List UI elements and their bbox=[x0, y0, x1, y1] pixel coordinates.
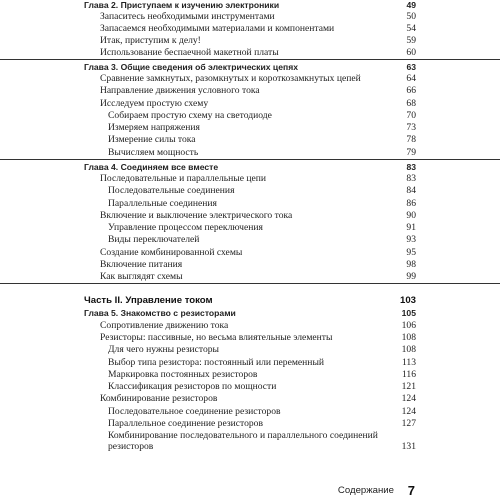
toc-entry bbox=[0, 332, 500, 344]
toc-entry-page: 90 bbox=[406, 210, 416, 221]
toc-entry bbox=[0, 234, 500, 246]
toc-entry-title: Глава 5. Знакомство с резисторами bbox=[84, 308, 236, 318]
toc-entry-page: 124 bbox=[401, 393, 416, 404]
toc-entry-page: 83 bbox=[406, 162, 416, 172]
footer-page-number: 7 bbox=[407, 483, 415, 498]
toc-entry bbox=[0, 35, 500, 47]
toc-entry-page: 108 bbox=[401, 332, 416, 343]
toc-entry-title: Итак, приступим к делу! bbox=[100, 35, 201, 46]
toc-entry-title: Последовательные и параллельные цепи bbox=[100, 173, 267, 184]
toc-entry-page: 108 bbox=[401, 344, 416, 355]
toc-entry bbox=[0, 210, 500, 222]
toc-entry bbox=[0, 247, 500, 259]
toc-chapter-entry bbox=[0, 0, 500, 11]
toc-entry-title: Включение и выключение электрического тока bbox=[100, 210, 293, 221]
toc-entry-title: Параллельные соединения bbox=[108, 198, 217, 209]
toc-chapter-entry bbox=[0, 61, 500, 73]
toc-entry bbox=[0, 344, 500, 356]
toc-entry bbox=[0, 98, 500, 110]
toc-entry bbox=[0, 259, 500, 271]
toc-entry bbox=[0, 47, 500, 60]
toc-entry-page: 105 bbox=[401, 308, 416, 318]
toc-entry-page: 116 bbox=[401, 369, 416, 380]
toc-entry-title: Измерение силы тока bbox=[108, 134, 196, 145]
toc-entry bbox=[0, 222, 500, 234]
toc-entry-page: 66 bbox=[406, 85, 416, 96]
toc-entry-page: 91 bbox=[406, 222, 416, 233]
toc-entry bbox=[0, 134, 500, 146]
toc-entry-title: Резисторы: пассивные, но весьма влиятельные элементы bbox=[100, 332, 333, 343]
toc-entry bbox=[0, 320, 500, 332]
toc-entry-page: 54 bbox=[406, 23, 416, 34]
toc-entry-page: 113 bbox=[401, 357, 416, 368]
toc-entry-page: 93 bbox=[406, 234, 416, 245]
toc-entry-page: 83 bbox=[406, 173, 416, 184]
toc-entry-title: Направление движения условного тока bbox=[100, 85, 260, 96]
toc-entry-page: 64 bbox=[406, 73, 416, 84]
toc-entry-page: 50 bbox=[406, 11, 416, 22]
toc-entry-title: Выбор типа резистора: постоянный или переменный bbox=[108, 357, 325, 368]
toc-entry-page: 73 bbox=[406, 122, 416, 133]
toc-entry bbox=[0, 418, 500, 430]
toc-entry-page: 84 bbox=[406, 185, 416, 196]
toc-entry-title: Параллельное соединение резисторов bbox=[108, 418, 264, 429]
footer-section-label: Содержание bbox=[337, 485, 394, 496]
toc-entry-title: Запаситесь необходимыми инструментами bbox=[100, 11, 275, 22]
toc-entry bbox=[0, 357, 500, 369]
toc-entry-page: 68 bbox=[406, 98, 416, 109]
toc-entry-page: 103 bbox=[399, 295, 416, 306]
toc-entry-page: 60 bbox=[406, 47, 416, 58]
toc-entry-title: Последовательные соединения bbox=[108, 185, 235, 196]
toc-entry bbox=[0, 173, 500, 185]
toc-entry-title: Часть II. Управление током bbox=[84, 295, 213, 306]
toc-entry-title: Использование беспаечной макетной платы bbox=[100, 47, 279, 58]
toc-entry-title: Глава 2. Приступаем к изучению электроники bbox=[84, 0, 280, 10]
toc-entry-title: Создание комбинированной схемы bbox=[100, 247, 243, 258]
toc-entry-title: Управление процессом переключения bbox=[108, 222, 263, 233]
toc-entry bbox=[0, 11, 500, 23]
toc-entry-page: 78 bbox=[406, 134, 416, 145]
toc-entry-title: Сравнение замкнутых, разомкнутых и короткозамкнутых цепей bbox=[100, 73, 361, 84]
toc-entry-title: Вычисляем мощность bbox=[108, 147, 199, 158]
toc-entry-page: 121 bbox=[401, 381, 416, 392]
toc-entry-page: 49 bbox=[406, 0, 416, 10]
toc-entry bbox=[0, 147, 500, 160]
toc-entry-page: 63 bbox=[406, 62, 416, 72]
toc-entry bbox=[0, 110, 500, 122]
toc-entry bbox=[0, 73, 500, 85]
toc-part-entry bbox=[0, 295, 500, 307]
toc-entry bbox=[0, 406, 500, 418]
page-footer bbox=[0, 483, 500, 499]
toc-entry-title: Маркировка постоянных резисторов bbox=[108, 369, 258, 380]
toc-entry-title: Включение питания bbox=[100, 259, 183, 270]
toc-chapter-entry bbox=[0, 161, 500, 173]
toc-entry-page: 79 bbox=[406, 147, 416, 158]
toc-entry-page: 106 bbox=[401, 320, 416, 331]
toc-entry bbox=[0, 369, 500, 381]
toc-entry-page: 131 bbox=[401, 441, 416, 452]
toc-entry bbox=[0, 381, 500, 393]
toc-entry-title: Запасаемся необходимыми материалами и компонентами bbox=[100, 23, 335, 34]
toc-entry-page: 70 bbox=[406, 110, 416, 121]
toc-entry bbox=[0, 23, 500, 35]
toc-entry-title: Как выглядят схемы bbox=[100, 271, 183, 282]
toc-entry-page: 86 bbox=[406, 198, 416, 209]
toc-entry-page: 98 bbox=[406, 259, 416, 270]
toc-entry-title: Для чего нужны резисторы bbox=[108, 344, 219, 355]
toc-entry-title: Виды переключателей bbox=[108, 234, 200, 245]
toc-entry-title: Сопротивление движению тока bbox=[100, 320, 229, 331]
toc-entry-page: 124 bbox=[401, 406, 416, 417]
toc-entry bbox=[0, 198, 500, 210]
toc-entry bbox=[0, 185, 500, 197]
toc-entry bbox=[0, 271, 500, 284]
toc-entry-title: Глава 4. Соединяем все вместе bbox=[84, 162, 219, 172]
toc-entry-title: Глава 3. Общие сведения об электрических цепях bbox=[84, 62, 298, 72]
toc-entry-title: Комбинирование последовательного и параллельного соединений bbox=[108, 430, 378, 441]
toc-entry-title: резисторов bbox=[108, 441, 154, 452]
toc-entry-page: 59 bbox=[406, 35, 416, 46]
toc-entry-title: Классификация резисторов по мощности bbox=[108, 381, 277, 392]
toc-entry-title: Исследуем простую схему bbox=[100, 98, 209, 109]
toc-entry-title: Комбинирование резисторов bbox=[100, 393, 218, 404]
toc-entry-page: 99 bbox=[406, 271, 416, 282]
toc-entry-page: 95 bbox=[406, 247, 416, 258]
toc-entry-title: Последовательное соединение резисторов bbox=[108, 406, 281, 417]
toc-entry bbox=[0, 122, 500, 134]
toc-entry-title: Собираем простую схему на светодиоде bbox=[108, 110, 272, 121]
toc-entry-page: 127 bbox=[401, 418, 416, 429]
toc-entry bbox=[0, 441, 500, 453]
toc-entry-title: Измеряем напряжения bbox=[108, 122, 200, 133]
toc-entry bbox=[0, 393, 500, 405]
toc-chapter-entry bbox=[0, 307, 500, 319]
toc-entry bbox=[0, 85, 500, 97]
